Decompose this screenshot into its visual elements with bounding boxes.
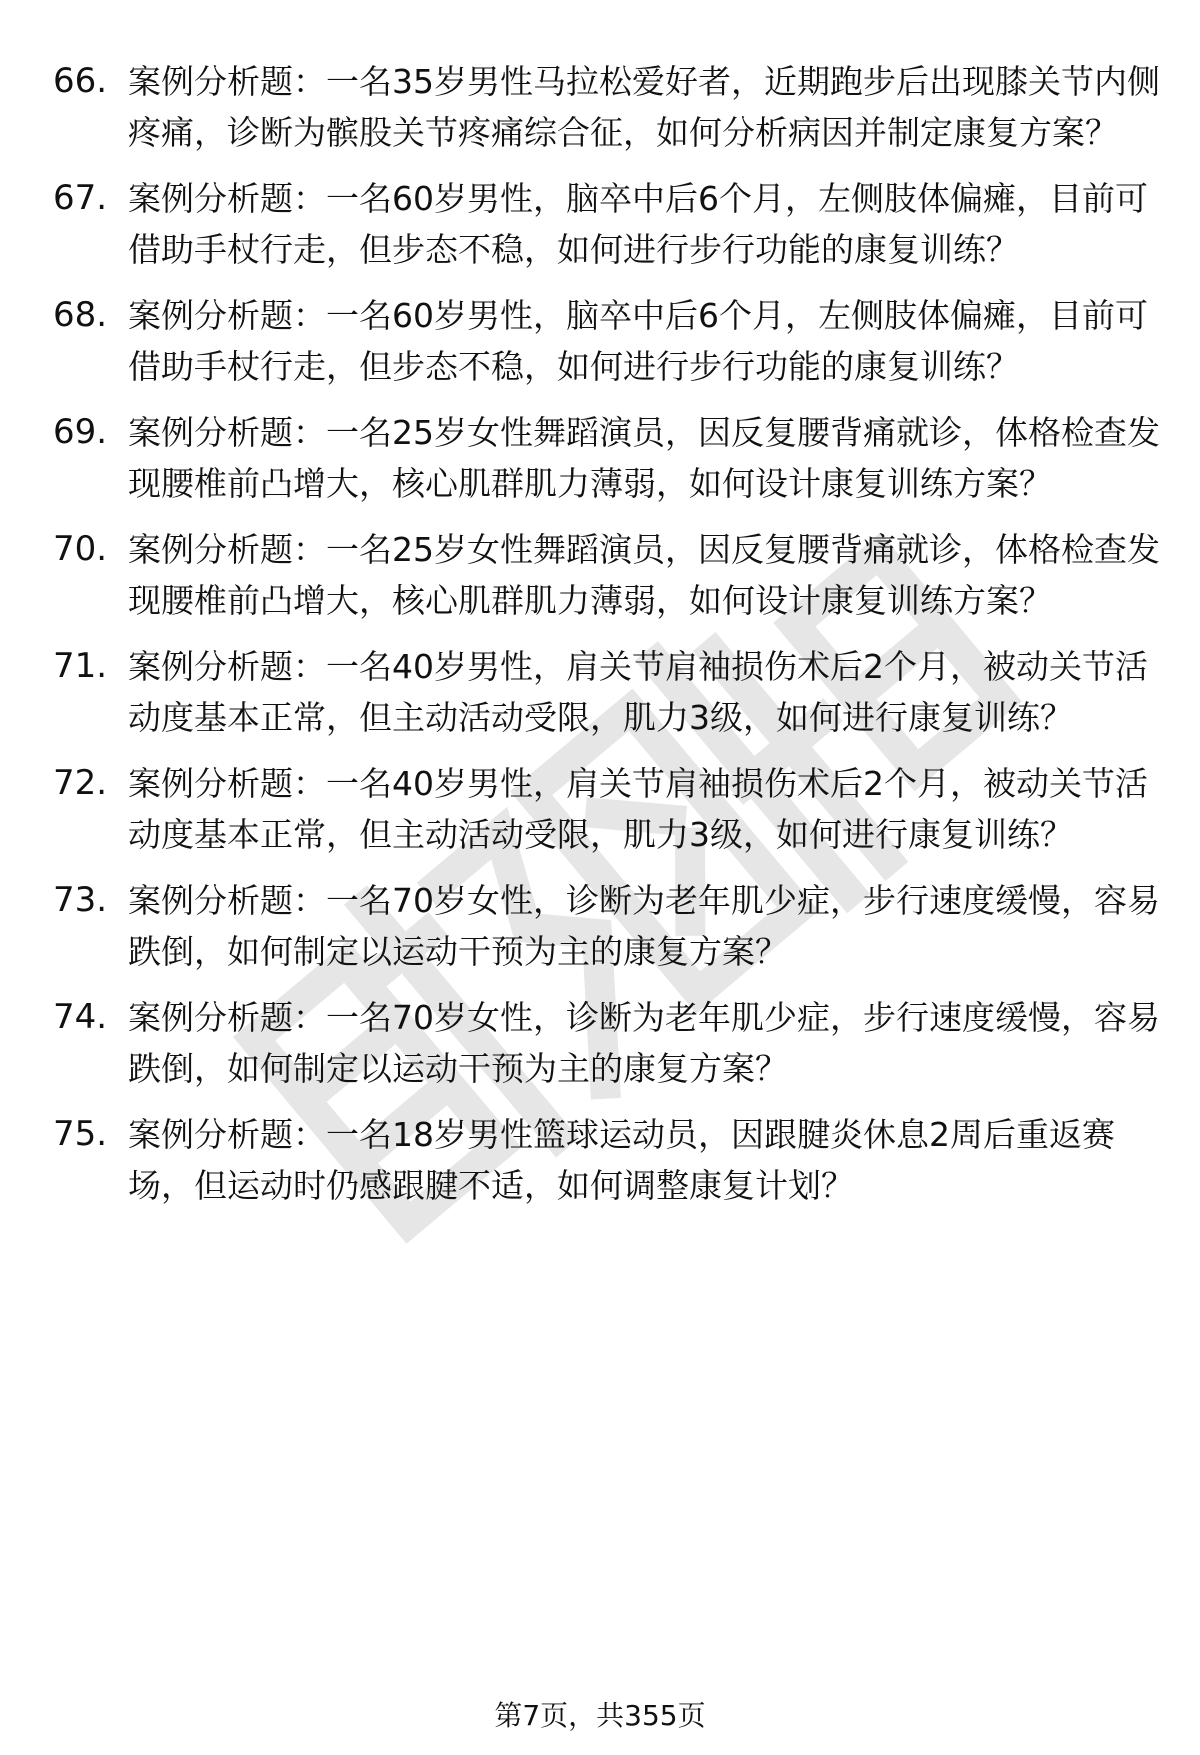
question-text: 案例分析题：一名18岁男性篮球运动员，因跟腱炎休息2周后重返赛场，但运动时仍感跟腱不适，如何调整康复计划？ [128,1115,1115,1205]
question-list [0,56,1200,1226]
question-item-74 [0,992,1200,1094]
question-text: 案例分析题：一名60岁男性，脑卒中后6个月，左侧肢体偏瘫，目前可借助手杖行走，但步态不稳，如何进行步行功能的康复训练？ [128,179,1148,269]
question-number: 74. [53,997,108,1037]
question-item-66 [0,56,1200,158]
question-item-67 [0,173,1200,275]
question-item-75 [0,1109,1200,1211]
question-number: 75. [53,1114,108,1154]
question-number: 66. [53,61,108,101]
question-item-72 [0,758,1200,860]
page-footer: 第7页，共355页 [494,1699,706,1732]
question-item-69 [0,407,1200,509]
question-text: 案例分析题：一名35岁男性马拉松爱好者，近期跑步后出现膝关节内侧疼痛，诊断为髌股关节疼痛综合征，如何分析病因并制定康复方案？ [128,62,1160,152]
question-number: 67. [53,178,108,218]
question-number: 70. [53,529,108,569]
question-text: 案例分析题：一名40岁男性，肩关节肩袖损伤术后2个月，被动关节活动度基本正常，但主动活动受限，肌力3级，如何进行康复训练？ [128,764,1148,854]
question-number: 71. [53,646,108,686]
question-number: 73. [53,880,108,920]
question-text: 案例分析题：一名40岁男性，肩关节肩袖损伤术后2个月，被动关节活动度基本正常，但主动活动受限，肌力3级，如何进行康复训练？ [128,647,1148,737]
question-item-68 [0,290,1200,392]
question-number: 68. [53,295,108,335]
question-item-71 [0,641,1200,743]
question-text: 案例分析题：一名70岁女性，诊断为老年肌少症，步行速度缓慢，容易跌倒，如何制定以运动干预为主的康复方案？ [128,998,1160,1088]
question-text: 案例分析题：一名60岁男性，脑卒中后6个月，左侧肢体偏瘫，目前可借助手杖行走，但步态不稳，如何进行步行功能的康复训练？ [128,296,1148,386]
question-text: 案例分析题：一名25岁女性舞蹈演员，因反复腰背痛就诊，体格检查发现腰椎前凸增大，核心肌群肌力薄弱，如何设计康复训练方案？ [128,413,1160,503]
question-number: 69. [53,412,108,452]
question-number: 72. [53,763,108,803]
question-text: 案例分析题：一名25岁女性舞蹈演员，因反复腰背痛就诊，体格检查发现腰椎前凸增大，核心肌群肌力薄弱，如何设计康复训练方案？ [128,530,1160,620]
question-item-73 [0,875,1200,977]
question-item-70 [0,524,1200,626]
question-text: 案例分析题：一名70岁女性，诊断为老年肌少症，步行速度缓慢，容易跌倒，如何制定以运动干预为主的康复方案？ [128,881,1160,971]
